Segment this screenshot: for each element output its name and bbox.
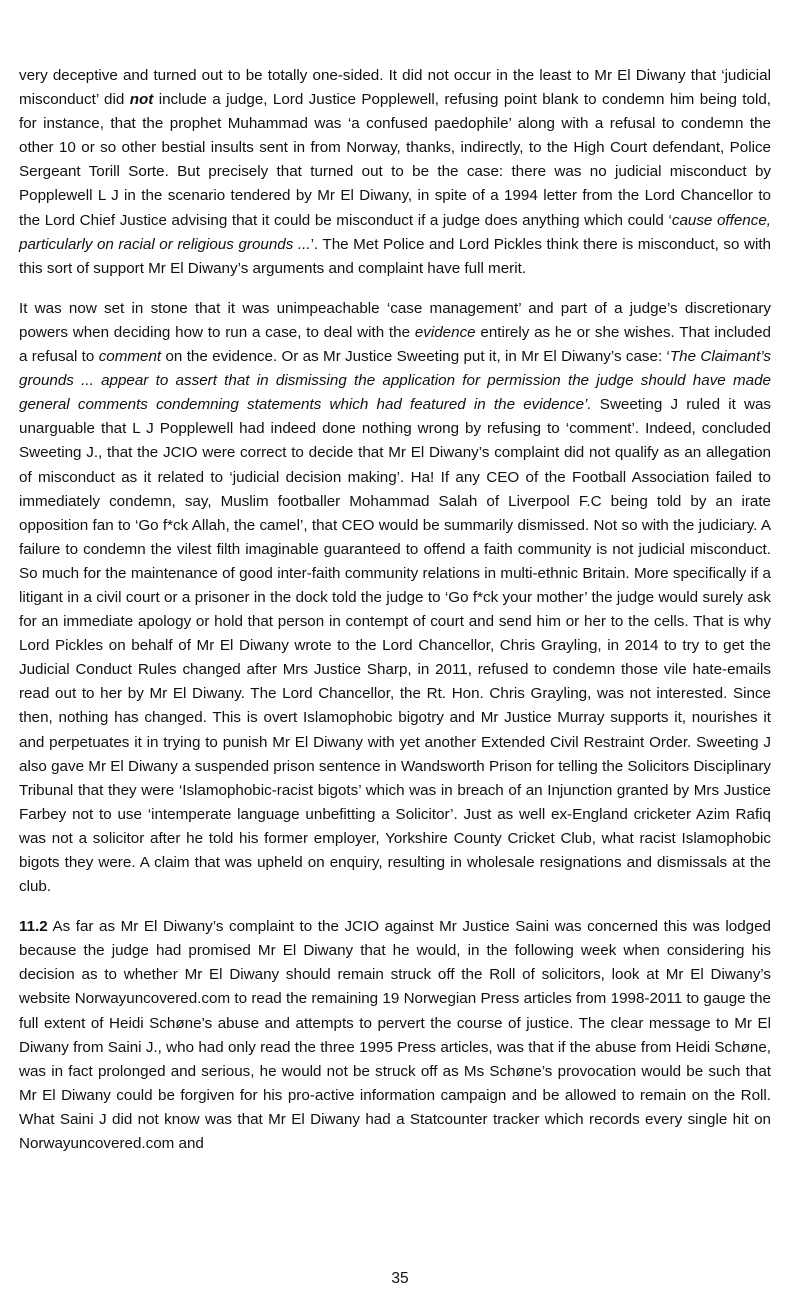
paragraph-2	[19, 297, 771, 899]
text-run: ’. The Met Police and Lord Pickles think there is misconduct, so with this sort of support Mr El Diwany’s arguments and complaint have full merit.	[19, 235, 771, 277]
text-run: As far as Mr El Diwany’s complaint to the JCIO against Mr Justice Saini was concerned this was lodged because the judge had promised Mr El Diwany that he would, in the following week when considering his decision as to whether Mr El Diwany should remain struck off the Roll of solicitors, look at Mr El Diwany’s website Norwayuncovered.com to read the remaining 19 Norwegian Press articles from 1998-2011 to gauge the full extent of Heidi Schøne’s abuse and attempts to pervert the course of justice. The clear message to Mr El Diwany from Saini J., who had only read the three 1995 Press articles, was that if the abuse from Heidi Schøne, was in fact prolonged and serious, he would not be struck off as Ms Schøne’s provocation would be such that Mr El Diwany could be forgiven for his pro-active information campaign and be allowed to remain on the Roll. What Saini J did not know was that Mr El Diwany had a Statcounter tracker which records every single hit on Norwayuncovered.com and	[19, 918, 771, 1153]
text-run: on the evidence. Or as Mr Justice Sweeting put it, in Mr El Diwany’s case: ‘	[161, 348, 670, 366]
text-run: evidence	[414, 323, 476, 341]
paragraph-1	[19, 64, 771, 281]
text-run: The Claimant’s grounds ... appear to assert that in dismissing the application for permission the judge should have made general comments condemning statements which had featured in the evidence’.	[19, 348, 772, 414]
paragraph-3-section-11-2	[19, 915, 771, 1156]
text-run: very deceptive and turned out to be totally one-sided. It did not occur in the least to Mr El Diwany that ‘judicial misconduct’ did	[19, 67, 771, 109]
text-run: include a judge, Lord Justice Popplewell, refusing point blank to condemn him being told, for instance, that the prophet Muhammad was ‘a confused paedophile’ along with a refusal to condemn the other 10 or so other bestial insults sent in from Norway, thanks, indirectly, to the High Court defendant, Police Sergeant Torill Sorte. But precisely that turned out to be the case: there was no judicial misconduct by Popplewell L J in the scenario tendered by Mr El Diwany, in spite of a 1994 letter from the Lord Chancellor to the Lord Chief Justice advising that it could be misconduct if a judge does anything which could ‘	[19, 91, 771, 229]
text-run: Sweeting J ruled it was unarguable that L J Popplewell had indeed done nothing wrong by refusing to ‘comment’. Indeed, concluded Sweeting J., that the JCIO were correct to decide that Mr El Diwany’s complaint did not qualify as an allegation of misconduct as it related to ‘judicial decision making’. Ha! If any CEO of the Football Association failed to immediately condemn, say, Muslim footballer Mohammad Salah of Liverpool F.C being told by an irate opposition fan to ‘Go f*ck Allah, the camel’, that CEO would be summarily dismissed. Not so with the judiciary. A failure to condemn the vilest filth imaginable guaranteed to offend a faith community is not judicial misconduct. So much for the maintenance of good inter-faith community relations in multi-ethnic Britain. More specifically if a litigant in a civil court or a prisoner in the dock told the judge to ‘Go f*ck your mother’ the judge would surely ask for an immediate apology or hold that person in contempt of court and send him or her to the cells. That is why Lord Pickles on behalf of Mr El Diwany wrote to the Lord Chancellor, Chris Grayling, in 2014 to try to get the Judicial Conduct Rules changed after Mrs Justice Sharp, in 2011, refused to condemn those vile hate-emails read out to her by Mr El Diwany. The Lord Chancellor, the Rt. Hon. Chris Grayling, was not interested. Since then, nothing has changed. This is overt Islamophobic bigotry and Mr Justice Murray supports it, nourishes it and perpetuates it in trying to punish Mr El Diwany with yet another Extended Civil Restraint Order. Sweeting J also gave Mr El Diwany a suspended prison sentence in Wandsworth Prison for telling the Solicitors Disciplinary Tribunal that they were ‘Islamophobic-racist bigots’ which was in breach of an Injunction granted by Mrs Justice Farbey not to use ‘intemperate language unbefitting a Solicitor’. Just as well ex-England cricketer Azim Rafiq was not a solicitor after he told his former employer, Yorkshire County Cricket Club, what racist Islamophobic bigots they were. A claim that was upheld on enquiry, resulting in wholesale resignations and dismissals at the club.	[19, 396, 771, 896]
text-run: cause offence, particularly on racial or religious grounds ...	[19, 211, 771, 253]
text-run: It was now set in stone that it was unimpeachable ‘case management’ and part of a judge’s discretionary powers when deciding how to run a case, to deal with the	[19, 299, 771, 341]
page-number: 35	[391, 1270, 409, 1287]
text-run: not	[129, 91, 154, 109]
text-run: comment	[98, 348, 162, 366]
text-run: entirely as he or she wishes. That included a refusal to	[19, 323, 771, 366]
body-text	[19, 64, 771, 1156]
text-run: 11.2	[19, 918, 48, 936]
